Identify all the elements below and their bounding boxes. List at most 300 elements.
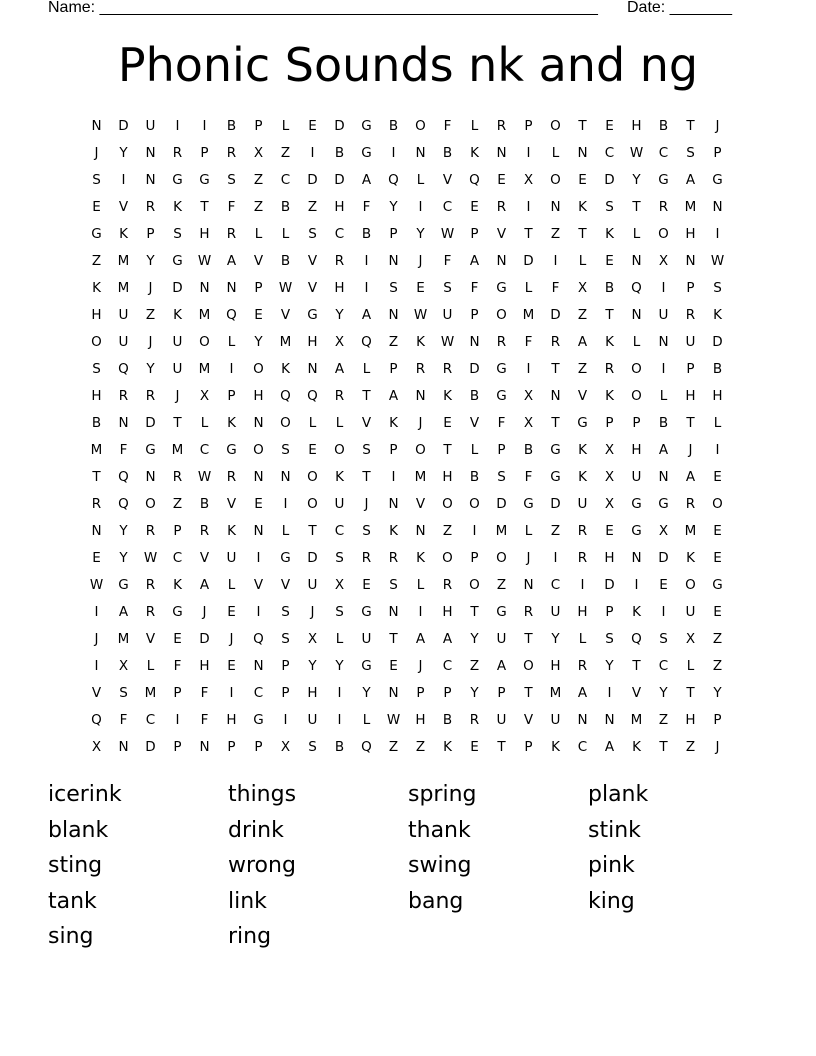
grid-letter: P	[443, 684, 452, 701]
grid-letter: L	[632, 333, 641, 350]
grid-letter: R	[442, 576, 453, 593]
grid-letter: L	[281, 522, 290, 539]
grid-letter: M	[684, 198, 697, 215]
grid-letter: I	[391, 144, 396, 161]
grid-letter: U	[631, 468, 642, 485]
grid-letter: B	[334, 144, 345, 161]
grid-letter: O	[496, 306, 507, 323]
grid-letter: N	[631, 252, 642, 269]
grid-letter: J	[94, 630, 99, 647]
grid-letter: U	[118, 333, 129, 350]
grid-letter: B	[199, 495, 210, 512]
word-bank-item: king	[588, 888, 635, 914]
grid-letter: G	[496, 279, 507, 296]
grid-letter: R	[523, 603, 534, 620]
grid-letter: V	[280, 306, 291, 323]
grid-letter: N	[253, 522, 264, 539]
grid-letter: N	[631, 306, 642, 323]
grid-letter: A	[361, 306, 372, 323]
grid-letter: X	[523, 387, 534, 404]
grid-letter: U	[361, 630, 372, 647]
grid-letter: K	[443, 738, 452, 755]
grid-letter: B	[658, 117, 669, 134]
grid-letter: R	[91, 495, 102, 512]
word-bank-item: blank	[48, 817, 109, 843]
grid-letter: N	[199, 279, 210, 296]
grid-letter: C	[280, 171, 291, 188]
grid-letter: P	[686, 279, 695, 296]
grid-letter: P	[281, 684, 290, 701]
grid-letter: V	[280, 576, 291, 593]
grid-letter: Y	[632, 171, 641, 188]
grid-letter: R	[226, 225, 237, 242]
grid-letter: W	[440, 333, 455, 350]
grid-letter: F	[200, 711, 209, 728]
grid-letter: Y	[146, 360, 155, 377]
grid-letter: R	[226, 144, 237, 161]
grid-letter: Q	[631, 630, 642, 647]
grid-letter: O	[550, 117, 561, 134]
grid-letter: U	[307, 576, 318, 593]
grid-letter: O	[253, 360, 264, 377]
grid-letter: G	[226, 441, 237, 458]
grid-letter: Y	[362, 684, 371, 701]
grid-letter: V	[523, 711, 534, 728]
grid-letter: T	[659, 738, 668, 755]
grid-letter: T	[605, 306, 614, 323]
grid-letter: B	[469, 468, 480, 485]
page-title: Phonic Sounds nk and ng	[117, 38, 699, 92]
grid-letter: G	[91, 225, 102, 242]
grid-letter: N	[253, 414, 264, 431]
grid-letter: O	[91, 333, 102, 350]
grid-letter: P	[632, 414, 641, 431]
grid-letter: G	[172, 603, 183, 620]
grid-letter: F	[362, 198, 371, 215]
name-field-label: Name: ________________________________________________________	[48, 0, 598, 16]
grid-letter: I	[94, 657, 99, 674]
grid-letter: U	[334, 495, 345, 512]
grid-letter: N	[631, 549, 642, 566]
grid-letter: L	[551, 144, 560, 161]
grid-letter: L	[686, 657, 695, 674]
grid-letter: X	[280, 738, 291, 755]
grid-letter: H	[199, 225, 210, 242]
grid-letter: J	[364, 495, 369, 512]
grid-letter: S	[686, 144, 695, 161]
grid-letter: U	[172, 360, 183, 377]
grid-letter: L	[335, 630, 344, 647]
grid-letter: O	[496, 549, 507, 566]
grid-letter: J	[229, 630, 234, 647]
grid-letter: I	[175, 711, 180, 728]
grid-letter: I	[580, 576, 585, 593]
grid-letter: K	[686, 549, 695, 566]
grid-letter: Q	[469, 171, 480, 188]
grid-letter: Q	[226, 306, 237, 323]
grid-letter: X	[523, 414, 534, 431]
grid-letter: U	[496, 711, 507, 728]
grid-letter: F	[443, 252, 452, 269]
grid-letter: R	[199, 522, 210, 539]
grid-letter: Z	[388, 738, 399, 755]
grid-letter: Z	[577, 306, 588, 323]
grid-letter: B	[388, 117, 399, 134]
grid-letter: R	[496, 333, 507, 350]
grid-letter: N	[199, 738, 210, 755]
grid-letter: N	[145, 144, 156, 161]
grid-letter: N	[388, 603, 399, 620]
grid-letter: E	[443, 414, 452, 431]
grid-letter: D	[658, 549, 669, 566]
grid-letter: A	[604, 738, 615, 755]
grid-letter: Z	[253, 171, 264, 188]
grid-letter: N	[280, 468, 291, 485]
grid-letter: B	[712, 360, 723, 377]
grid-letter: G	[361, 603, 372, 620]
grid-letter: E	[578, 171, 587, 188]
grid-letter: P	[173, 738, 182, 755]
grid-letter: T	[389, 630, 398, 647]
grid-letter: W	[386, 711, 401, 728]
grid-letter: D	[307, 549, 318, 566]
grid-letter: K	[416, 333, 425, 350]
grid-letter: J	[418, 657, 423, 674]
grid-letter: U	[226, 549, 237, 566]
grid-letter: P	[254, 279, 263, 296]
grid-letter: I	[229, 360, 234, 377]
grid-letter: E	[497, 171, 506, 188]
grid-letter: Y	[335, 657, 344, 674]
grid-letter: I	[553, 549, 558, 566]
grid-letter: K	[173, 198, 182, 215]
grid-letter: B	[604, 279, 615, 296]
grid-letter: C	[658, 657, 669, 674]
grid-letter: H	[334, 279, 345, 296]
grid-letter: I	[256, 549, 261, 566]
grid-letter: R	[145, 603, 156, 620]
grid-letter: G	[361, 117, 372, 134]
grid-letter: G	[496, 360, 507, 377]
grid-letter: P	[686, 360, 695, 377]
grid-letter: P	[605, 414, 614, 431]
grid-letter: L	[227, 333, 236, 350]
grid-letter: F	[119, 441, 128, 458]
grid-letter: W	[278, 279, 293, 296]
grid-letter: O	[631, 387, 642, 404]
grid-letter: S	[173, 225, 182, 242]
grid-letter: I	[202, 117, 207, 134]
grid-letter: T	[308, 522, 317, 539]
grid-letter: G	[658, 495, 669, 512]
grid-letter: X	[577, 279, 588, 296]
grid-letter: E	[173, 630, 182, 647]
grid-letter: I	[310, 144, 315, 161]
grid-letter: G	[658, 171, 669, 188]
grid-letter: K	[92, 279, 101, 296]
grid-letter: I	[121, 171, 126, 188]
grid-letter: Q	[361, 333, 372, 350]
grid-letter: J	[418, 252, 423, 269]
grid-letter: Z	[550, 225, 561, 242]
grid-letter: K	[416, 549, 425, 566]
grid-letter: S	[308, 225, 317, 242]
grid-letter: M	[90, 441, 103, 458]
grid-letter: G	[361, 657, 372, 674]
grid-letter: H	[253, 387, 264, 404]
grid-letter: T	[578, 117, 587, 134]
grid-letter: U	[118, 306, 129, 323]
word-bank-item: icerink	[48, 782, 122, 807]
grid-letter: Y	[119, 522, 128, 539]
word-bank-item: sting	[48, 853, 103, 878]
grid-letter: I	[526, 144, 531, 161]
grid-letter: E	[470, 198, 479, 215]
grid-letter: C	[577, 738, 588, 755]
grid-letter: J	[148, 279, 153, 296]
grid-letter: S	[389, 576, 398, 593]
grid-letter: I	[661, 279, 666, 296]
grid-letter: T	[551, 414, 560, 431]
grid-letter: B	[334, 738, 345, 755]
grid-letter: P	[470, 225, 479, 242]
grid-letter: S	[227, 171, 236, 188]
grid-letter: I	[553, 252, 558, 269]
grid-letter: S	[281, 441, 290, 458]
grid-letter: K	[578, 441, 587, 458]
grid-letter: W	[413, 306, 428, 323]
grid-letter: P	[254, 117, 263, 134]
grid-letter: P	[389, 441, 398, 458]
grid-letter: O	[415, 441, 426, 458]
grid-letter: G	[361, 144, 372, 161]
grid-letter: A	[334, 360, 345, 377]
grid-letter: D	[334, 117, 345, 134]
grid-letter: C	[334, 522, 345, 539]
grid-letter: U	[550, 603, 561, 620]
grid-letter: Z	[307, 198, 318, 215]
grid-letter: R	[172, 144, 183, 161]
grid-letter: N	[388, 495, 399, 512]
grid-letter: J	[715, 117, 720, 134]
grid-letter: N	[685, 252, 696, 269]
grid-letter: T	[524, 684, 533, 701]
grid-letter: Y	[308, 657, 317, 674]
grid-letter: V	[253, 576, 264, 593]
grid-letter: R	[226, 468, 237, 485]
grid-letter: T	[470, 603, 479, 620]
grid-letter: W	[143, 549, 158, 566]
grid-letter: R	[361, 549, 372, 566]
grid-letter: M	[279, 333, 292, 350]
grid-letter: G	[172, 171, 183, 188]
word-search-grid	[83, 112, 731, 760]
grid-letter: F	[470, 279, 479, 296]
grid-letter: H	[307, 333, 318, 350]
grid-letter: I	[418, 603, 423, 620]
word-bank-item: drink	[228, 817, 284, 843]
grid-letter: V	[469, 414, 480, 431]
grid-letter: J	[310, 603, 315, 620]
grid-letter: N	[415, 387, 426, 404]
worksheet-header	[48, 0, 748, 18]
grid-letter: L	[254, 225, 263, 242]
grid-letter: T	[551, 360, 560, 377]
grid-letter: Y	[335, 306, 344, 323]
grid-letter: G	[550, 441, 561, 458]
grid-letter: D	[118, 117, 129, 134]
grid-letter: E	[659, 576, 668, 593]
grid-letter: V	[361, 414, 372, 431]
grid-letter: E	[308, 441, 317, 458]
grid-letter: G	[523, 495, 534, 512]
grid-letter: S	[362, 522, 371, 539]
grid-letter: A	[118, 603, 129, 620]
grid-letter: H	[199, 657, 210, 674]
grid-letter: I	[364, 279, 369, 296]
word-bank-item: plank	[588, 782, 649, 807]
grid-letter: G	[496, 603, 507, 620]
grid-letter: P	[524, 738, 533, 755]
grid-letter: A	[361, 171, 372, 188]
grid-letter: U	[577, 495, 588, 512]
grid-letter: N	[388, 684, 399, 701]
grid-letter: R	[415, 360, 426, 377]
grid-letter: O	[550, 171, 561, 188]
grid-letter: R	[577, 522, 588, 539]
grid-letter: S	[713, 279, 722, 296]
grid-letter: E	[92, 549, 101, 566]
grid-letter: Q	[631, 279, 642, 296]
grid-letter: V	[631, 684, 642, 701]
grid-letter: Y	[605, 657, 614, 674]
grid-letter: X	[199, 387, 210, 404]
grid-letter: L	[416, 171, 425, 188]
grid-letter: O	[307, 495, 318, 512]
grid-letter: P	[470, 306, 479, 323]
grid-letter: S	[605, 630, 614, 647]
grid-letter: M	[198, 306, 211, 323]
grid-letter: S	[362, 441, 371, 458]
grid-letter: O	[658, 225, 669, 242]
grid-letter: C	[658, 144, 669, 161]
grid-letter: Z	[145, 306, 156, 323]
grid-letter: C	[604, 144, 615, 161]
grid-letter: G	[172, 252, 183, 269]
grid-letter: W	[89, 576, 104, 593]
grid-letter: R	[577, 657, 588, 674]
grid-letter: F	[524, 333, 533, 350]
grid-letter: N	[496, 144, 507, 161]
grid-letter: S	[335, 549, 344, 566]
grid-letter: E	[254, 495, 263, 512]
grid-letter: W	[440, 225, 455, 242]
grid-letter: T	[524, 630, 533, 647]
grid-letter: D	[712, 333, 723, 350]
grid-letter: N	[91, 117, 102, 134]
grid-letter: G	[631, 495, 642, 512]
grid-letter: K	[443, 387, 452, 404]
grid-letter: B	[361, 225, 372, 242]
grid-letter: T	[686, 684, 695, 701]
grid-letter: Z	[469, 657, 480, 674]
grid-letter: J	[418, 414, 423, 431]
grid-letter: V	[226, 495, 237, 512]
grid-letter: Z	[91, 252, 102, 269]
grid-letter: E	[713, 549, 722, 566]
grid-letter: I	[472, 522, 477, 539]
grid-letter: S	[335, 603, 344, 620]
grid-letter: N	[550, 387, 561, 404]
word-bank-item: pink	[588, 853, 635, 878]
grid-letter: K	[281, 360, 290, 377]
grid-letter: Q	[118, 360, 129, 377]
grid-letter: P	[200, 144, 209, 161]
grid-letter: M	[630, 711, 643, 728]
grid-letter: I	[715, 225, 720, 242]
grid-letter: B	[226, 117, 237, 134]
grid-letter: C	[172, 549, 183, 566]
grid-letter: T	[686, 414, 695, 431]
grid-letter: U	[496, 630, 507, 647]
grid-letter: E	[92, 198, 101, 215]
grid-letter: V	[199, 549, 210, 566]
grid-letter: C	[442, 198, 453, 215]
grid-letter: H	[91, 306, 102, 323]
grid-letter: R	[118, 387, 129, 404]
grid-letter: B	[523, 441, 534, 458]
grid-letter: G	[280, 549, 291, 566]
grid-letter: Z	[496, 576, 507, 593]
grid-letter: R	[145, 198, 156, 215]
grid-letter: S	[308, 738, 317, 755]
grid-letter: N	[118, 414, 129, 431]
grid-letter: H	[685, 225, 696, 242]
grid-letter: V	[307, 279, 318, 296]
grid-letter: G	[631, 522, 642, 539]
grid-letter: E	[470, 738, 479, 755]
grid-letter: R	[469, 711, 480, 728]
grid-letter: O	[199, 333, 210, 350]
grid-letter: B	[442, 711, 453, 728]
grid-letter: R	[145, 387, 156, 404]
grid-letter: O	[523, 657, 534, 674]
grid-letter: S	[659, 630, 668, 647]
grid-letter: P	[146, 225, 155, 242]
grid-letter: B	[91, 414, 102, 431]
grid-letter: R	[145, 576, 156, 593]
grid-letter: O	[469, 495, 480, 512]
grid-letter: M	[522, 306, 535, 323]
grid-letter: W	[629, 144, 644, 161]
grid-letter: X	[685, 630, 696, 647]
grid-letter: K	[578, 198, 587, 215]
grid-letter: D	[604, 171, 615, 188]
grid-letter: A	[415, 630, 426, 647]
grid-letter: U	[172, 333, 183, 350]
grid-letter: O	[712, 495, 723, 512]
grid-letter: R	[550, 333, 561, 350]
word-bank-item: spring	[408, 782, 477, 807]
grid-letter: T	[362, 387, 371, 404]
grid-letter: A	[226, 252, 237, 269]
grid-letter: Q	[118, 495, 129, 512]
grid-letter: Q	[361, 738, 372, 755]
grid-letter: M	[171, 441, 184, 458]
grid-letter: Z	[658, 711, 669, 728]
grid-letter: E	[254, 306, 263, 323]
grid-letter: J	[202, 603, 207, 620]
